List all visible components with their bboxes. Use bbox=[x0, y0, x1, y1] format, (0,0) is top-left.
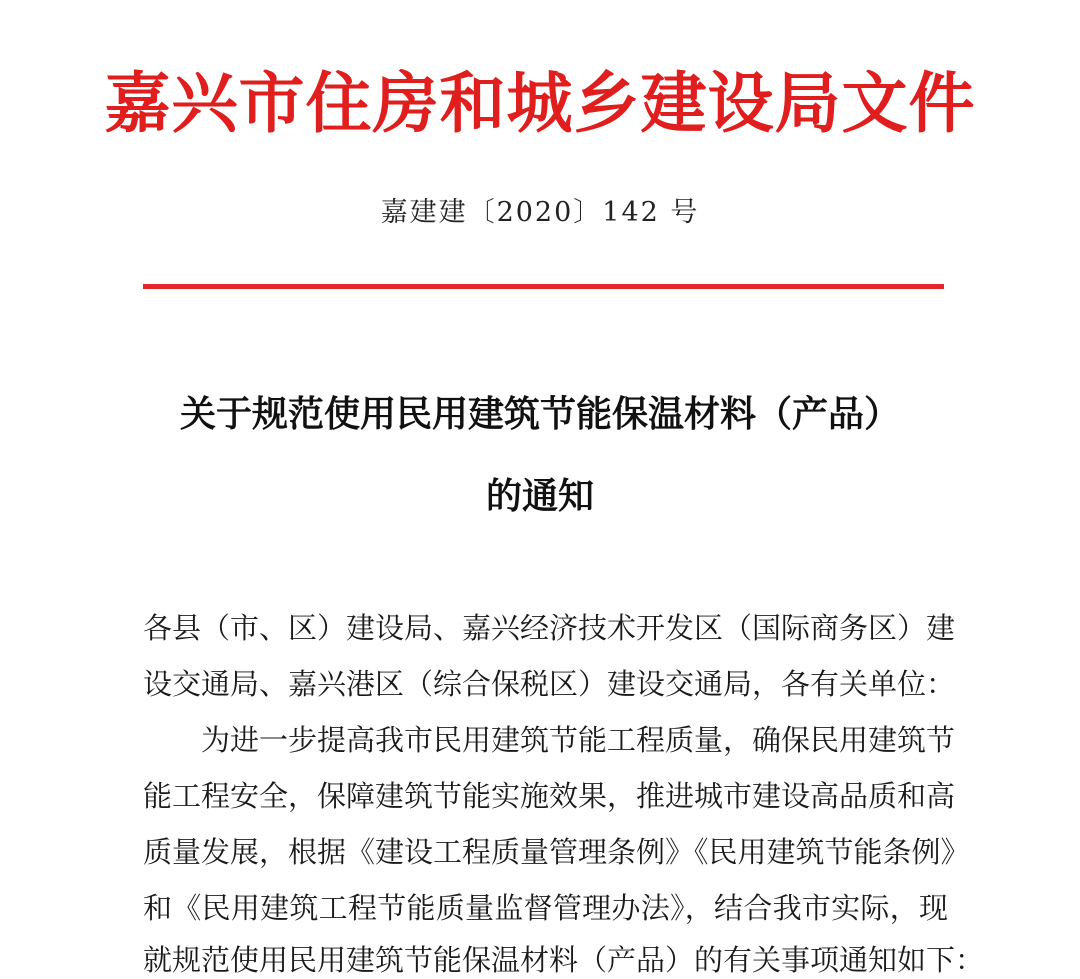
paragraph-line-5: 就规范使用民用建筑节能保温材料（产品）的有关事项通知如下： bbox=[143, 943, 985, 977]
title-line-2: 的通知 bbox=[485, 476, 594, 517]
addressee-line-1: 各县（市、区）建设局、嘉兴经济技术开发区（国际商务区）建 bbox=[143, 611, 956, 645]
paragraph-line-3: 质量发展，根据《建设工程质量管理条例》《民用建筑节能条例》 bbox=[143, 835, 970, 869]
document-number: 嘉建建〔2020〕142 号 bbox=[380, 197, 700, 228]
red-divider-rule bbox=[143, 284, 944, 289]
title-line-1: 关于规范使用民用建筑节能保温材料（产品） bbox=[179, 394, 900, 435]
addressee-line-2: 设交通局、嘉兴港区（综合保税区）建设交通局，各有关单位： bbox=[143, 667, 956, 701]
paragraph-line-4: 和《民用建筑工程节能质量监督管理办法》，结合我市实际，现 bbox=[143, 891, 948, 925]
paragraph-line-1: 为进一步提高我市民用建筑节能工程质量，确保民用建筑节 bbox=[143, 723, 956, 757]
paragraph-line-2: 能工程安全，保障建筑节能实施效果，推进城市建设高品质和高 bbox=[143, 779, 956, 813]
issuing-authority-title: 嘉兴市住房和城乡建设局文件 bbox=[104, 65, 976, 142]
